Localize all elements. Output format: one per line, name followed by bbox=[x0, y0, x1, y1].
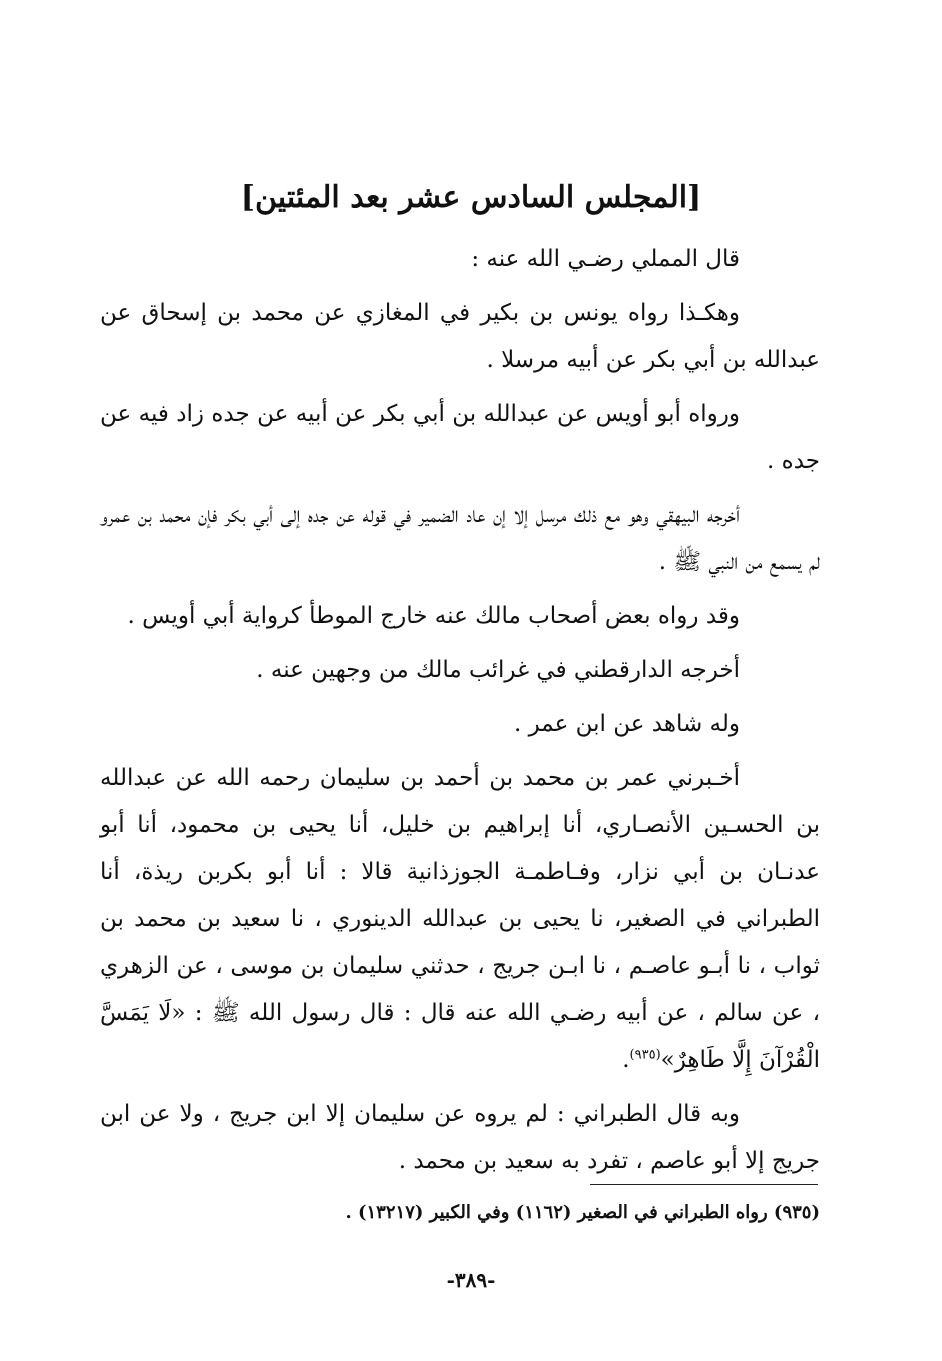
page-title: [المجلس السادس عشر بعد المئتين] bbox=[240, 180, 702, 215]
footnote: (٩٣٥) رواه الطبراني في الصغير (١١٦٢) وفي الكبير (١٣٢١٧) . bbox=[345, 1202, 820, 1223]
paragraph: وبه قال الطبراني : لم يروه عن سليمان إلا ابن جريج ، ولا عن ابن جريج إلا أبو عاصم ، تفرد به سعيد بن محمد . bbox=[100, 1101, 820, 1174]
footnote-divider bbox=[590, 1184, 818, 1185]
paragraph: وقد رواه بعض أصحاب مالك عنه خارج الموطأ كرواية أبي أويس . bbox=[127, 603, 740, 629]
paragraph: قال المملي رضـي الله عنه : bbox=[471, 246, 740, 272]
paragraph-with-footnote bbox=[100, 755, 820, 1084]
page-number: -٣٨٩- bbox=[446, 1268, 496, 1292]
paragraph-text: أخـبرني عمر بن محمد بن أحمد بن سليمان رحمه الله عن عبدالله بن الحسـين الأنصـاري، أنا إبراهيم بن خليل، أنا يحيى بن محمود، أنا أبو عدنـان بن أبي نزار، وفـاطمـة الجوزذانية قالا : أنا أبو بكربن ريذة، أنا الطبراني في الصغير، نا يحيى بن عبدالله الدينوري ، نا سعيد بن محمد بن ثواب ، نا أبـو عاصـم ، نا ابـن جريج ، حدثني سليمان بن موسى ، عن الزهري ، عن سالم ، عن أبيه رضـي الله عنه قال : قال رسول الله ﷺ : «لَا يَمَسَّ الْقُرْآنَ إِلَّا طَاهِرٌ» bbox=[100, 765, 820, 1073]
paragraph: وهكـذا رواه يونس بن بكير في المغازي عن محمد بن إسحاق عن عبدالله بن أبي بكر عن أبيه مرسلا . bbox=[100, 300, 820, 373]
paragraph: ورواه أبو أويس عن عبدالله بن أبي بكر عن أبيه عن جده زاد فيه عن جده . bbox=[100, 401, 820, 474]
footnote-marker: (٩٣٥) bbox=[629, 1047, 661, 1063]
paragraph: أخرجه البيهقي وهو مع ذلك مرسل إلا إن عاد الضمير في قوله عن جده إلى أبي بكر فإن محمد بن عمرو لم يسمع من النبي ﷺ . bbox=[100, 502, 820, 575]
main-text bbox=[100, 236, 820, 1192]
paragraph: وله شاهد عن ابن عمر . bbox=[513, 711, 740, 737]
paragraph: أخرجه الدارقطني في غرائب مالك من وجهين عنه . bbox=[256, 657, 740, 683]
period: . bbox=[622, 1047, 630, 1073]
